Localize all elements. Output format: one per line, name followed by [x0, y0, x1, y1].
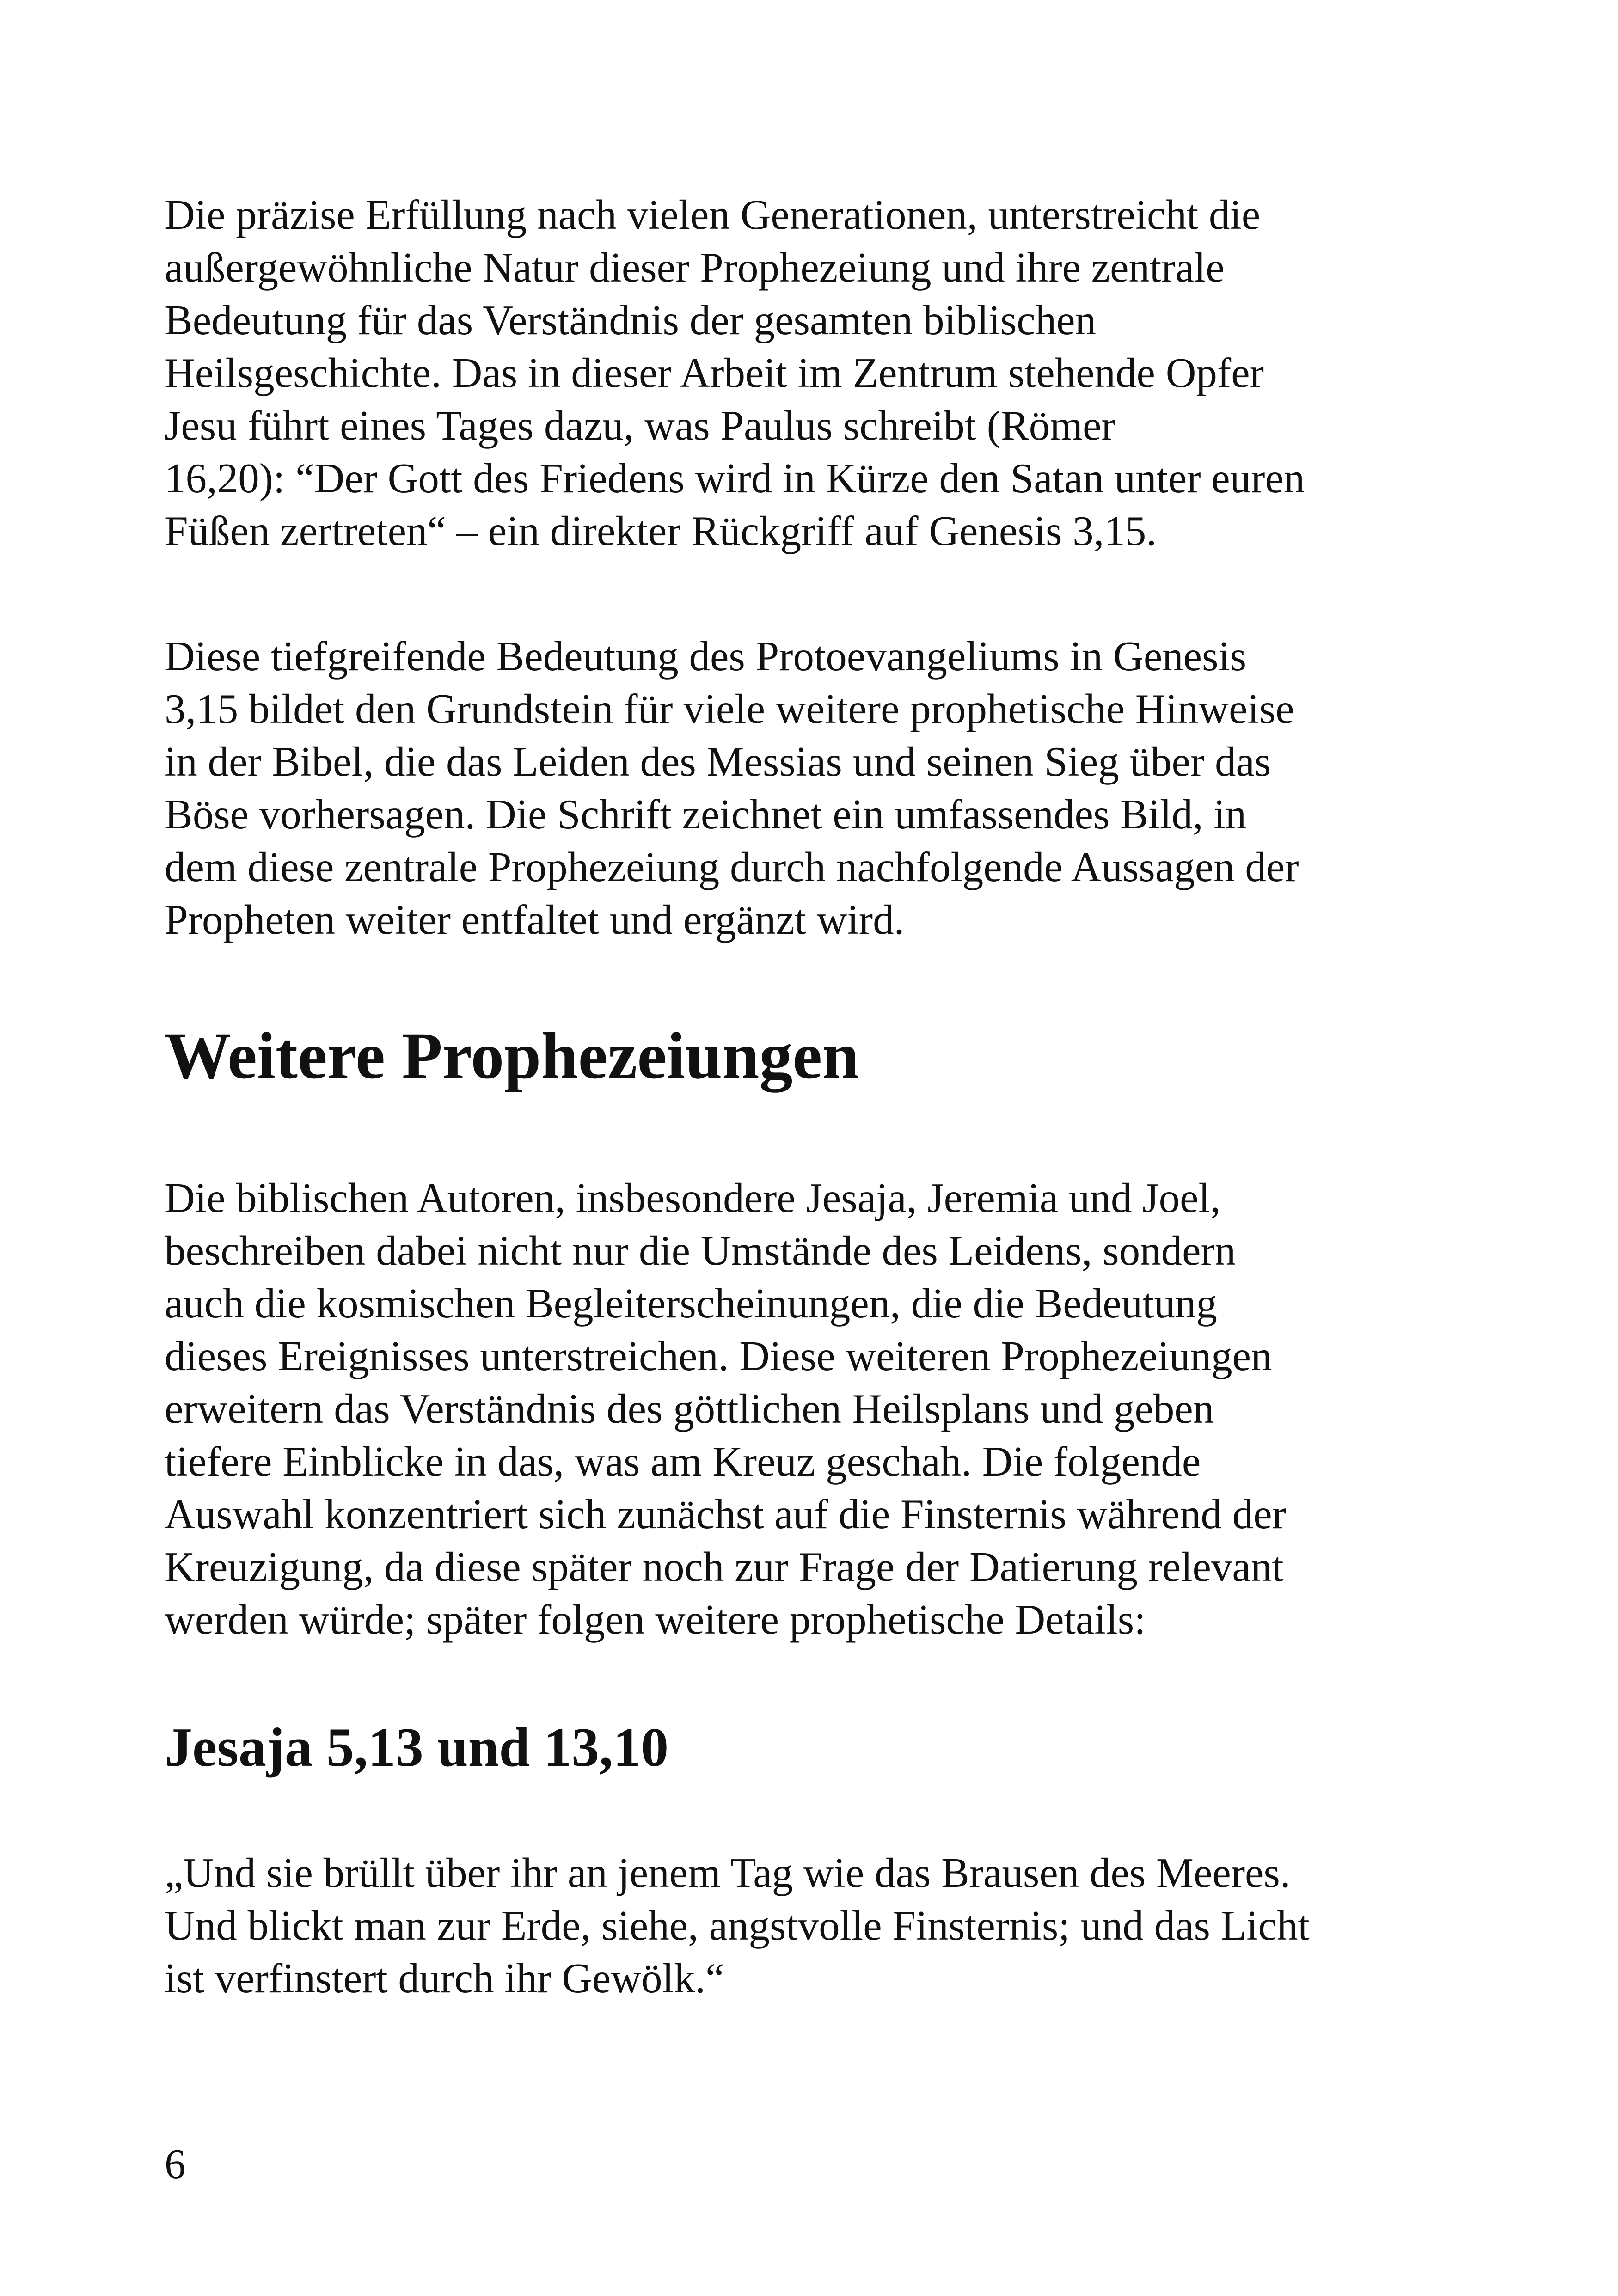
text-line: Die biblischen Autoren, insbesondere Jesaja, Jeremia und Joel,	[165, 1175, 1221, 1221]
authors-paragraph	[165, 1172, 1459, 1646]
text-line: ist verfinstert durch ihr Gewölk.“	[165, 1955, 724, 2002]
text-line: Heilsgeschichte. Das in dieser Arbeit im Zentrum stehende Opfer	[165, 349, 1264, 396]
text-line: dem diese zentrale Prophezeiung durch nachfolgende Aussagen der	[165, 844, 1299, 890]
text-line: 16,20): “Der Gott des Friedens wird in Kürze den Satan unter euren	[165, 455, 1305, 502]
text-line: Böse vorhersagen. Die Schrift zeichnet ein umfassendes Bild, in	[165, 791, 1247, 838]
text-line: erweitern das Verständnis des göttlichen Heilsplans und geben	[165, 1385, 1214, 1432]
text-line: werden würde; später folgen weitere prophetische Details:	[165, 1596, 1146, 1643]
text-line: Jesu führt eines Tages dazu, was Paulus schreibt (Römer	[165, 402, 1115, 449]
text-line: Propheten weiter entfaltet und ergänzt wird.	[165, 896, 905, 943]
subsection-heading: Jesaja 5,13 und 13,10	[165, 1716, 669, 1778]
text-line: „Und sie brüllt über ihr an jenem Tag wie das Brausen des Meeres.	[165, 1849, 1291, 1896]
text-line: 3,15 bildet den Grundstein für viele weitere prophetische Hinweise	[165, 686, 1294, 732]
intro-paragraph	[165, 189, 1459, 557]
text-line: Füßen zertreten“ – ein direkter Rückgriff auf Genesis 3,15.	[165, 508, 1157, 554]
text-line: Die präzise Erfüllung nach vielen Generationen, unterstreicht die	[165, 191, 1261, 238]
text-line: Kreuzigung, da diese später noch zur Frage der Datierung relevant	[165, 1543, 1284, 1590]
text-line: beschreiben dabei nicht nur die Umstände des Leidens, sondern	[165, 1227, 1236, 1274]
text-line: tiefere Einblicke in das, was am Kreuz geschah. Die folgende	[165, 1438, 1201, 1485]
section-heading: Weitere Prophezeiungen	[165, 1019, 859, 1093]
text-line: in der Bibel, die das Leiden des Messias und seinen Sieg über das	[165, 738, 1271, 785]
text-line: außergewöhnliche Natur dieser Prophezeiung und ihre zentrale	[165, 244, 1225, 291]
quote-paragraph	[165, 1847, 1459, 2005]
text-line: auch die kosmischen Begleiterscheinungen, die die Bedeutung	[165, 1280, 1217, 1327]
text-line: Auswahl konzentriert sich zunächst auf die Finsternis während der	[165, 1491, 1286, 1537]
text-line: Diese tiefgreifende Bedeutung des Protoevangeliums in Genesis	[165, 633, 1247, 680]
text-line: Bedeutung für das Verständnis der gesamten biblischen	[165, 297, 1097, 343]
text-line: dieses Ereignisses unterstreichen. Diese weiteren Prophezeiungen	[165, 1333, 1272, 1379]
page-number: 6	[165, 2141, 186, 2187]
protoevangelium-paragraph	[165, 630, 1459, 946]
text-line: Und blickt man zur Erde, siehe, angstvolle Finsternis; und das Licht	[165, 1902, 1310, 1949]
